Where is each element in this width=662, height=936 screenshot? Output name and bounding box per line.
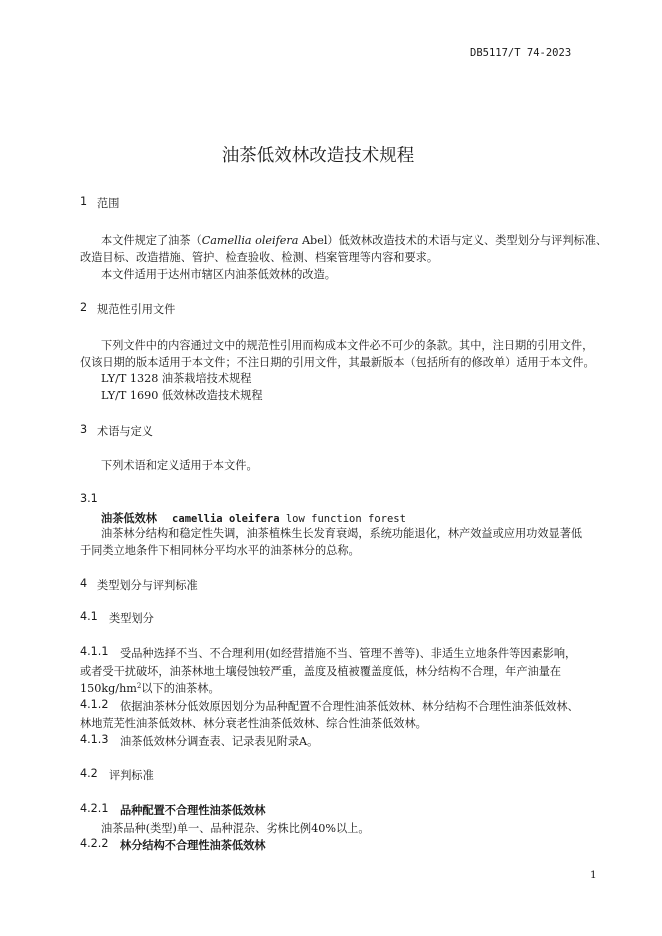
term-chinese: 油茶低效林 bbox=[101, 512, 157, 525]
term-english: low function forest bbox=[279, 513, 406, 525]
section-1-number: 1 bbox=[80, 195, 88, 208]
section-4-number: 4 bbox=[80, 577, 88, 590]
section-1-paragraph-1-line-2: 改造目标、改造措施、管护、检查验收、检测、档案管理等内容和要求。 bbox=[80, 251, 439, 264]
document-title: 油茶低效林改造技术规程 bbox=[221, 146, 415, 166]
standard-code: DB5117/T 74-2023 bbox=[470, 47, 572, 59]
section-1-heading: 范围 bbox=[97, 197, 120, 210]
section-2-paragraph-line-1: 下列文件中的内容通过文中的规范性引用而构成本文件必不可少的条款。其中，注日期的引用文件， bbox=[101, 339, 594, 352]
section-3-heading: 术语与定义 bbox=[97, 425, 153, 438]
section-1-paragraph-1-line-1: 本文件规定了油茶（Camellia oleifera Abel）低效林改造技术的术语与定义、类型划分与评判标准、 bbox=[101, 234, 608, 247]
subsection-4-2-number: 4.2 bbox=[80, 767, 98, 780]
reference-item: LY/T 1328 油茶栽培技术规程 bbox=[101, 372, 252, 385]
latin-name: Camellia oleifera bbox=[201, 234, 299, 247]
subsection-4-1-heading: 类型划分 bbox=[109, 612, 154, 625]
page-number: 1 bbox=[590, 869, 597, 881]
clause-4-1-1-line-3: $150kg/hm^2$以下的油茶林。 bbox=[80, 682, 220, 695]
clause-4-1-1-line-1: 受品种选择不当、不合理利用(如经营措施不当、管理不善等)、非适生立地条件等因素影响， bbox=[120, 647, 577, 660]
clause-4-1-1-line-2: 或者受干扰破坏，油茶林地土壤侵蚀较严重，盖度及植被覆盖度低，林分结构不合理，年产油量在 bbox=[80, 665, 562, 678]
clause-4-2-1-number: 4.2.1 bbox=[80, 802, 109, 815]
section-4-heading: 类型划分与评判标准 bbox=[97, 579, 198, 592]
term-definition-line-2: 于同类立地条件下相同林分平均水平的油茶林分的总称。 bbox=[80, 544, 360, 557]
clause-4-1-3-number: 4.1.3 bbox=[80, 733, 109, 746]
subsection-4-1-number: 4.1 bbox=[80, 610, 98, 623]
clause-4-1-2-line-2: 林地荒芜性油茶低效林、林分衰老性油茶低效林、综合性油茶低效林。 bbox=[80, 717, 427, 730]
term-latin: camellia oleifera bbox=[172, 513, 280, 525]
clause-4-1-3-text: 油茶低效林分调查表、记录表见附录A。 bbox=[120, 735, 319, 748]
section-1-paragraph-2: 本文件适用于达州市辖区内油茶低效林的改造。 bbox=[101, 268, 336, 281]
section-2-number: 2 bbox=[80, 301, 88, 314]
term-definition-line-1: 油茶林分结构和稳定性失调，油茶植株生长发育衰竭，系统功能退化，林产效益或应用功效显著低 bbox=[101, 527, 583, 540]
term-entry bbox=[101, 507, 406, 526]
subsection-4-2-heading: 评判标准 bbox=[109, 769, 154, 782]
section-3-number: 3 bbox=[80, 423, 88, 436]
section-2-paragraph-line-2: 仅该日期的版本适用于本文件；不注日期的引用文件，其最新版本（包括所有的修改单）适用于本文件。 bbox=[80, 356, 595, 369]
clause-4-1-2-number: 4.1.2 bbox=[80, 698, 109, 711]
term-number: 3.1 bbox=[80, 492, 98, 505]
clause-4-1-1-number: 4.1.1 bbox=[80, 645, 109, 658]
reference-item: LY/T 1690 低效林改造技术规程 bbox=[101, 389, 263, 402]
clause-4-1-2-line-1: 依据油茶林分低效原因划分为品种配置不合理性油茶低效林、林分结构不合理性油茶低效林、 bbox=[120, 700, 579, 713]
section-2-heading: 规范性引用文件 bbox=[97, 303, 176, 316]
clause-4-2-2-heading: 林分结构不合理性油茶低效林 bbox=[120, 839, 266, 852]
clause-4-2-1-text: 油茶品种(类型)单一、品种混杂、劣株比例40%以上。 bbox=[101, 822, 370, 835]
clause-4-2-2-number: 4.2.2 bbox=[80, 837, 109, 850]
section-3-intro: 下列术语和定义适用于本文件。 bbox=[101, 459, 258, 472]
clause-4-2-1-heading: 品种配置不合理性油茶低效林 bbox=[120, 804, 266, 817]
